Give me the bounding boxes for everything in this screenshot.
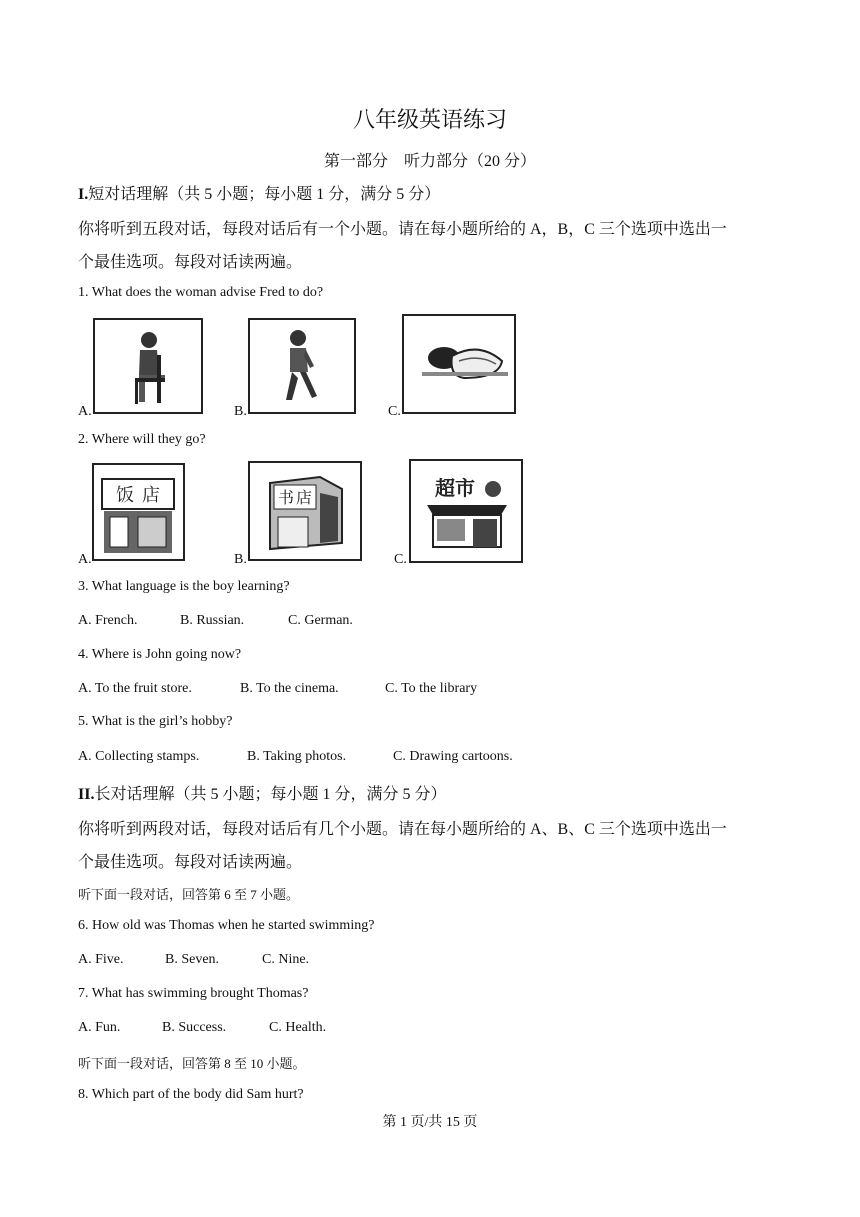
q2-option-b-image (248, 461, 362, 561)
q6-option-b: B. Seven. (165, 952, 220, 967)
question-8: 8. Which part of the body did Sam hurt? (78, 1087, 304, 1102)
part-subtitle: 第一部分 听力部分（20 分） (323, 153, 536, 170)
section-2-note-2: 听下面一段对话，回答第 8 至 10 小题。 (78, 1056, 306, 1071)
q1-option-a-image (93, 318, 203, 414)
q7-option-b: B. Success. (162, 1020, 227, 1035)
section-2-instruction-line-1: 你将听到两段对话，每段对话后有几个小题。请在每小题所给的 A、B、C 三个选项中选出一 (78, 821, 727, 838)
q7-option-a: A. Fun. (78, 1020, 121, 1035)
question-5: 5. What is the girl’s hobby? (78, 714, 233, 729)
q4-option-b: B. To the cinema. (240, 681, 339, 696)
section-1-prefix: I. (78, 186, 89, 203)
question-1: 1. What does the woman advise Fred to do? (78, 285, 324, 300)
section-1-instruction-line-1: 你将听到五段对话，每段对话后有一个小题。请在每小题所给的 A，B，C 三个选项中选出一 (78, 221, 727, 238)
q4-option-c: C. To the library (385, 681, 478, 696)
section-1-heading (78, 181, 440, 204)
sitting-man-icon (95, 320, 201, 412)
svg-text:书: 书 (278, 488, 295, 507)
q2-option-c-image (409, 459, 523, 563)
q1-label-b: B. (234, 404, 247, 419)
sleeping-person-icon (404, 316, 514, 412)
q6-option-a: A. Five. (78, 952, 124, 967)
q3-option-b: B. Russian. (180, 613, 245, 628)
question-2: 2. Where will they go? (78, 432, 206, 447)
q2-label-a: A. (78, 552, 92, 567)
section-1-instruction-line-2: 个最佳选项。每段对话读两遍。 (78, 254, 303, 271)
svg-text:店: 店 (296, 488, 313, 507)
section-2-instruction-line-2: 个最佳选项。每段对话读两遍。 (78, 854, 303, 871)
bookstore-icon (250, 463, 360, 559)
section-2-heading (78, 781, 446, 804)
q5-option-c: C. Drawing cartoons. (393, 749, 513, 764)
question-4: 4. Where is John going now? (78, 647, 242, 662)
page-title: 八年级英语练习 (352, 107, 507, 132)
q1-option-b-image (248, 318, 356, 414)
svg-text:超市: 超市 (435, 476, 475, 500)
svg-text:饭: 饭 (116, 485, 134, 506)
walking-boy-icon (250, 320, 354, 412)
q4-option-a: A. To the fruit store. (78, 681, 192, 696)
question-7: 7. What has swimming brought Thomas? (78, 986, 309, 1001)
q5-option-b: B. Taking photos. (247, 749, 347, 764)
q2-option-a-image (92, 463, 185, 561)
question-3: 3. What language is the boy learning? (78, 579, 290, 594)
q7-option-c: C. Health. (269, 1020, 327, 1035)
q1-option-c-image (402, 314, 516, 414)
q2-label-c: C. (394, 552, 407, 567)
page-footer: 第 1 页/共 15 页 (382, 1115, 478, 1130)
section-2-title: 长对话理解（共 5 小题；每小题 1 分，满分 5 分） (94, 786, 447, 803)
q5-option-a: A. Collecting stamps. (78, 749, 200, 764)
q1-label-c: C. (388, 404, 401, 419)
section-2-note-1: 听下面一段对话，回答第 6 至 7 小题。 (78, 887, 300, 902)
q1-label-a: A. (78, 404, 92, 419)
q3-option-a: A. French. (78, 613, 138, 628)
restaurant-icon (94, 465, 183, 559)
q3-option-c: C. German. (288, 613, 353, 628)
q6-option-c: C. Nine. (262, 952, 310, 967)
q2-label-b: B. (234, 552, 247, 567)
svg-text:店: 店 (142, 485, 160, 506)
question-6: 6. How old was Thomas when he started swimming? (78, 918, 375, 933)
section-2-prefix: II. (78, 786, 95, 803)
section-1-title: 短对话理解（共 5 小题；每小题 1 分，满分 5 分） (88, 186, 441, 203)
supermarket-icon (411, 461, 521, 561)
